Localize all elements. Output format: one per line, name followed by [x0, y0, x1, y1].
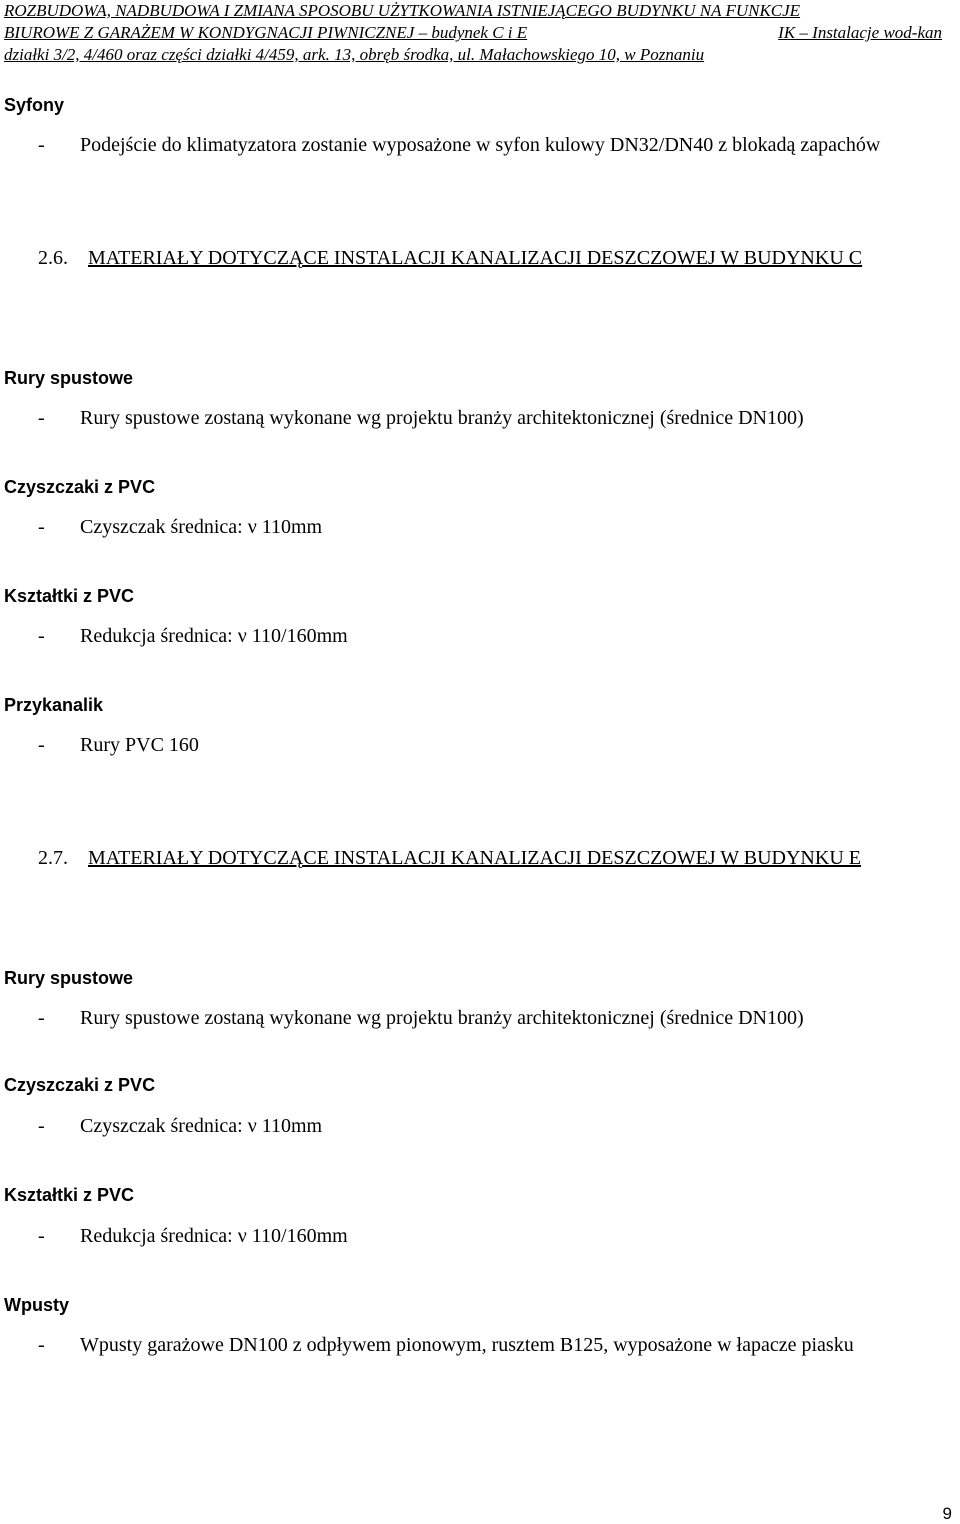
list-item-text: Rury spustowe zostaną wykonane wg projektu branży architektonicznej (średnice DN100)	[80, 407, 804, 429]
bullet-dash: -	[38, 734, 45, 756]
list-item-text: Rury spustowe zostaną wykonane wg projektu branży architektonicznej (średnice DN100)	[80, 1007, 804, 1029]
list-item-rury-spustowe-c	[38, 404, 956, 432]
heading-czyszczaki-e: Czyszczaki z PVC	[4, 1075, 156, 1095]
heading-czyszczaki-c: Czyszczaki z PVC	[4, 477, 156, 497]
header-line-2-right: IK – Instalacje wod-kan	[778, 23, 942, 42]
bullet-dash: -	[38, 134, 45, 156]
bullet-dash: -	[38, 1225, 45, 1247]
list-item-syfony	[38, 131, 956, 159]
bullet-dash: -	[38, 516, 45, 538]
heading-rury-spustowe-c: Rury spustowe	[4, 368, 134, 388]
list-item-text: Rury PVC 160	[80, 734, 199, 756]
header-line-1-text: ROZBUDOWA, NADBUDOWA I ZMIANA SPOSOBU UŻYTKOWANIA ISTNIEJĄCEGO BUDYNKU NA FUNKCJE	[4, 1, 801, 20]
list-item-ksztaltki-e	[38, 1222, 956, 1250]
list-item-text: Wpusty garażowe DN100 z odpływem pionowym, rusztem B125, wyposażone w łapacze piasku	[80, 1334, 854, 1356]
list-item-text: Redukcja średnica: ν 110/160mm	[80, 625, 348, 647]
bullet-dash: -	[38, 1115, 45, 1137]
header-line-2-left: BIUROWE Z GARAŻEM W KONDYGNACJI PIWNICZNEJ – budynek C i E	[4, 23, 528, 42]
section-title-text: MATERIAŁY DOTYCZĄCE INSTALACJI KANALIZACJI DESZCZOWEJ W BUDYNKU E	[88, 847, 861, 869]
list-item-text: Redukcja średnica: ν 110/160mm	[80, 1225, 348, 1247]
section-title-text: MATERIAŁY DOTYCZĄCE INSTALACJI KANALIZACJI DESZCZOWEJ W BUDYNKU C	[88, 247, 863, 269]
section-title-2-6	[38, 244, 956, 272]
list-item-rury-spustowe-e	[38, 1004, 956, 1032]
bullet-dash: -	[38, 1007, 45, 1029]
section-number: 2.7.	[38, 847, 68, 869]
heading-syfony: Syfony	[4, 95, 65, 115]
section-number: 2.6.	[38, 247, 68, 269]
section-title-2-7	[38, 844, 956, 872]
document-header-line-1	[4, 0, 942, 22]
page-number: 9	[942, 1504, 952, 1523]
header-line-3-text: działki 3/2, 4/460 oraz części działki 4/459, ark. 13, obręb środka, ul. Małachowskiego 10, w Poznaniu	[4, 45, 705, 64]
bullet-dash: -	[38, 407, 45, 429]
list-item-text: Czyszczak średnica: ν 110mm	[80, 516, 323, 538]
list-item-przykanalik	[38, 731, 956, 759]
heading-rury-spustowe-e: Rury spustowe	[4, 968, 134, 988]
heading-przykanalik: Przykanalik	[4, 695, 104, 715]
list-item-text: Podejście do klimatyzatora zostanie wyposażone w syfon kulowy DN32/DN40 z blokadą zapachów	[80, 134, 881, 156]
document-header-line-2	[4, 22, 942, 44]
list-item-czyszczaki-c	[38, 513, 956, 541]
bullet-dash: -	[38, 625, 45, 647]
heading-ksztaltki-c: Kształtki z PVC	[4, 586, 135, 606]
list-item-ksztaltki-c	[38, 622, 956, 650]
heading-wpusty: Wpusty	[4, 1295, 69, 1315]
list-item-text: Czyszczak średnica: ν 110mm	[80, 1115, 323, 1137]
heading-ksztaltki-e: Kształtki z PVC	[4, 1185, 135, 1205]
list-item-czyszczaki-e	[38, 1112, 956, 1140]
list-item-wpusty	[38, 1331, 956, 1359]
document-header-line-3	[4, 44, 942, 66]
bullet-dash: -	[38, 1334, 45, 1356]
